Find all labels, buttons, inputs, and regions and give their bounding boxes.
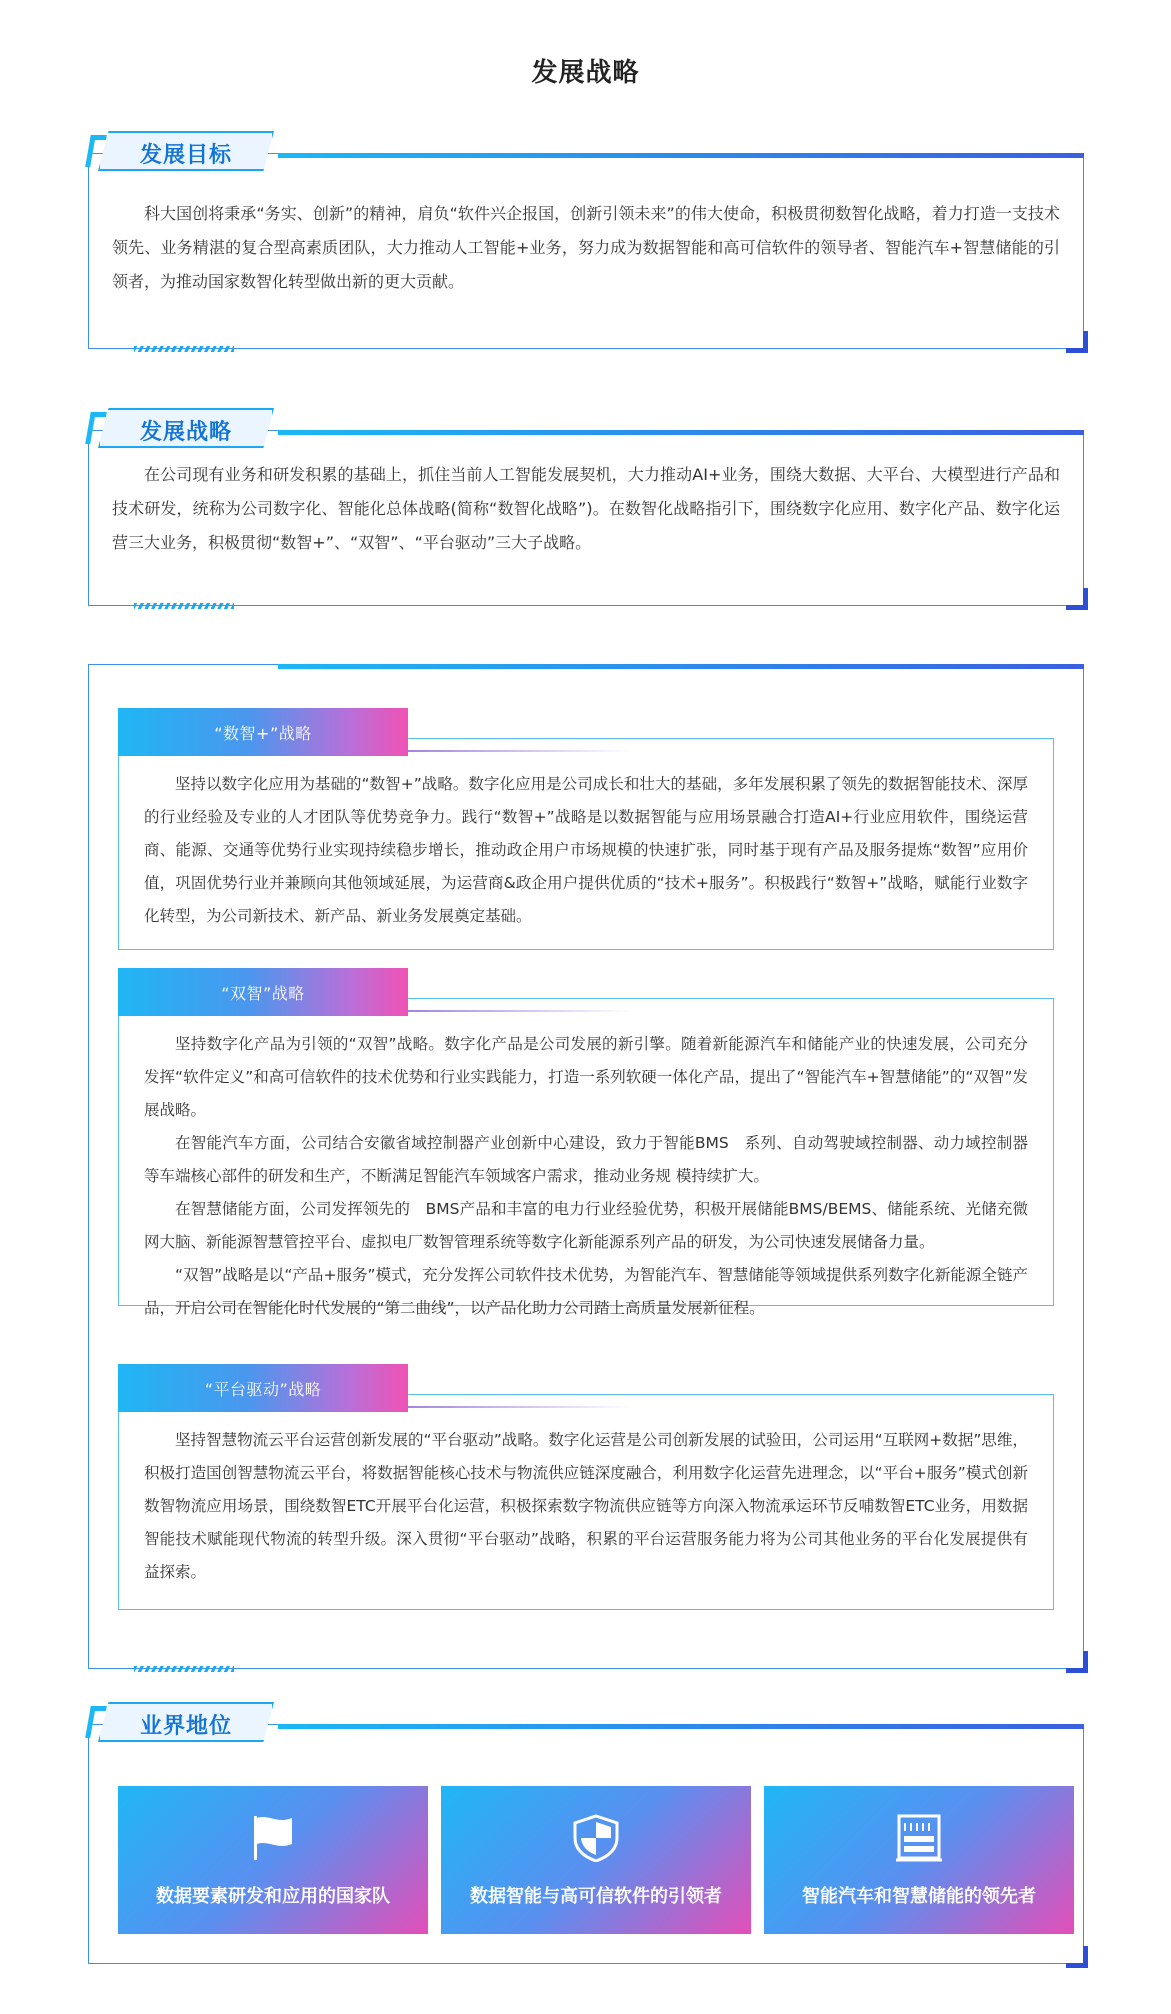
flag-icon xyxy=(118,1814,428,1862)
position-tab xyxy=(88,1702,284,1746)
position-card-label: 数据智能与高可信软件的引领者 xyxy=(470,1886,722,1907)
corner-decoration xyxy=(1066,1946,1088,1968)
sub-strategy-paragraph: “双智”战略是以“产品+服务”模式，充分发挥公司软件技术优势，为智能汽车、智慧储能等领域提供系列数字化新能源全链产品，开启公司在智能化时代发展的“第二曲线”，以产品化助力公司踏上高质量发展新征程。 xyxy=(144,1266,1028,1317)
stripe-decoration xyxy=(134,346,234,352)
goal-tab xyxy=(88,131,284,175)
corner-decoration xyxy=(1066,331,1088,353)
position-cards xyxy=(118,1786,1074,1934)
sub-strategy-paragraph: 坚持以数字化应用为基础的“数智+”战略。数字化应用是公司成长和壮大的基础，多年发展积累了领先的数据智能技术、深厚的行业经验及专业的人才团队等优势竞争力。践行“数智+”战略是以数据智能与应用场景融合打造AI+行业应用软件，围绕运营商、能源、交通等优势行业实现持续稳步增长，推动政企用户市场规模的快速扩张，同时基于现有产品及服务提炼“数智”应用价值，巩固优势行业并兼顾向其他领域延展，为运营商&政企用户提供优质的“技术+服务”。积极践行“数智+”战略，赋能行业数字化转型，为公司新技术、新产品、新业务发展奠定基础。 xyxy=(144,775,1028,925)
frame-top-line xyxy=(278,430,1084,435)
page-title: 发展战略 xyxy=(531,58,640,88)
sub-strategy-title: “数智+”战略 xyxy=(214,724,312,743)
goal-tab-label: 发展目标 xyxy=(139,143,232,168)
strategy-tab xyxy=(88,408,284,452)
battery-cabinet-icon xyxy=(764,1814,1074,1862)
position-tab-label: 业界地位 xyxy=(139,1714,232,1739)
corner-decoration xyxy=(1066,1651,1088,1673)
frame-top-line xyxy=(278,1724,1084,1729)
position-card xyxy=(118,1786,428,1934)
sub-strategy-title: “双智”战略 xyxy=(221,984,305,1003)
stripe-decoration xyxy=(134,603,234,609)
sub-strategy-paragraph: 在智慧储能方面，公司发挥领先的 BMS产品和丰富的电力行业经验优势，积极开展储能BMS/BEMS、储能系统、光储充微网大脑、新能源智慧管控平台、虚拟电厂数智管理系统等数字化新能源系列产品的研发，为公司快速发展储备力量。 xyxy=(144,1200,1028,1251)
sub-strategies-section xyxy=(88,664,1084,1669)
sub-strategy-paragraph: 坚持数字化产品为引领的“双智”战略。数字化产品是公司发展的新引擎。随着新能源汽车和储能产业的快速发展，公司充分发挥“软件定义”和高可信软件的技术优势和行业实践能力，打造一系列软硬一体化产品，提出了“智能汽车+智慧储能”的“双智”发展战略。 xyxy=(144,1035,1028,1119)
sub-strategy-card xyxy=(118,984,1054,1317)
sub-strategy-card xyxy=(118,724,1054,950)
strategy-tab-label: 发展战略 xyxy=(139,420,232,445)
stripe-decoration xyxy=(134,1666,234,1672)
sub-strategy-title: “平台驱动”战略 xyxy=(204,1380,322,1399)
position-card-label: 智能汽车和智慧储能的领先者 xyxy=(802,1886,1036,1907)
goal-text: 科大国创将秉承“务实、创新”的精神，肩负“软件兴企报国，创新引领未来”的伟大使命，积极贯彻数智化战略，着力打造一支技术领先、业务精湛的复合型高素质团队，大力推动人工智能+业务，努力成为数据智能和高可信软件的领导者、智能汽车+智慧储能的引领者，为推动国家数智化转型做出新的更大贡献。 xyxy=(112,204,1060,291)
sub-strategy-card xyxy=(118,1380,1054,1610)
position-card xyxy=(441,1786,751,1934)
goal-section xyxy=(88,143,1084,349)
corner-decoration xyxy=(1066,588,1088,610)
frame-top-line xyxy=(278,153,1084,158)
strategy-section xyxy=(88,420,1084,606)
position-card-label: 数据要素研发和应用的国家队 xyxy=(156,1886,390,1907)
strategy-text: 在公司现有业务和研发积累的基础上，抓住当前人工智能发展契机，大力推动AI+业务，围绕大数据、大平台、大模型进行产品和技术研发，统称为公司数字化、智能化总体战略(简称“数智化战略”)。在数智化战略指引下，围绕数字化应用、数字化产品、数字化运营三大业务，积极贯彻“数智+”、“双智”、“平台驱动”三大子战略。 xyxy=(112,465,1060,552)
frame-top-line xyxy=(278,664,1084,669)
sub-strategy-paragraph: 在智能汽车方面，公司结合安徽省域控制器产业创新中心建设，致力于智能BMS 系列、自动驾驶域控制器、动力域控制器等车端核心部件的研发和生产，不断满足智能汽车领域客户需求，推动业务规 模持续扩大。 xyxy=(144,1134,1028,1185)
sub-strategy-paragraph: 坚持智慧物流云平台运营创新发展的“平台驱动”战略。数字化运营是公司创新发展的试验田，公司运用“互联网+数据”思维，积极打造国创智慧物流云平台，将数据智能核心技术与物流供应链深度融合，利用数字化运营先进理念，以“平台+服务”模式创新数智物流应用场景，围绕数智ETC开展平台化运营，积极探索数字物流供应链等方向深入物流承运环节反哺数智ETC业务，用数据智能技术赋能现代物流的转型升级。深入贯彻“平台驱动”战略，积累的平台运营服务能力将为公司其他业务的平台化发展提供有益探索。 xyxy=(144,1431,1028,1581)
position-card xyxy=(764,1786,1074,1934)
shield-icon xyxy=(441,1814,751,1862)
